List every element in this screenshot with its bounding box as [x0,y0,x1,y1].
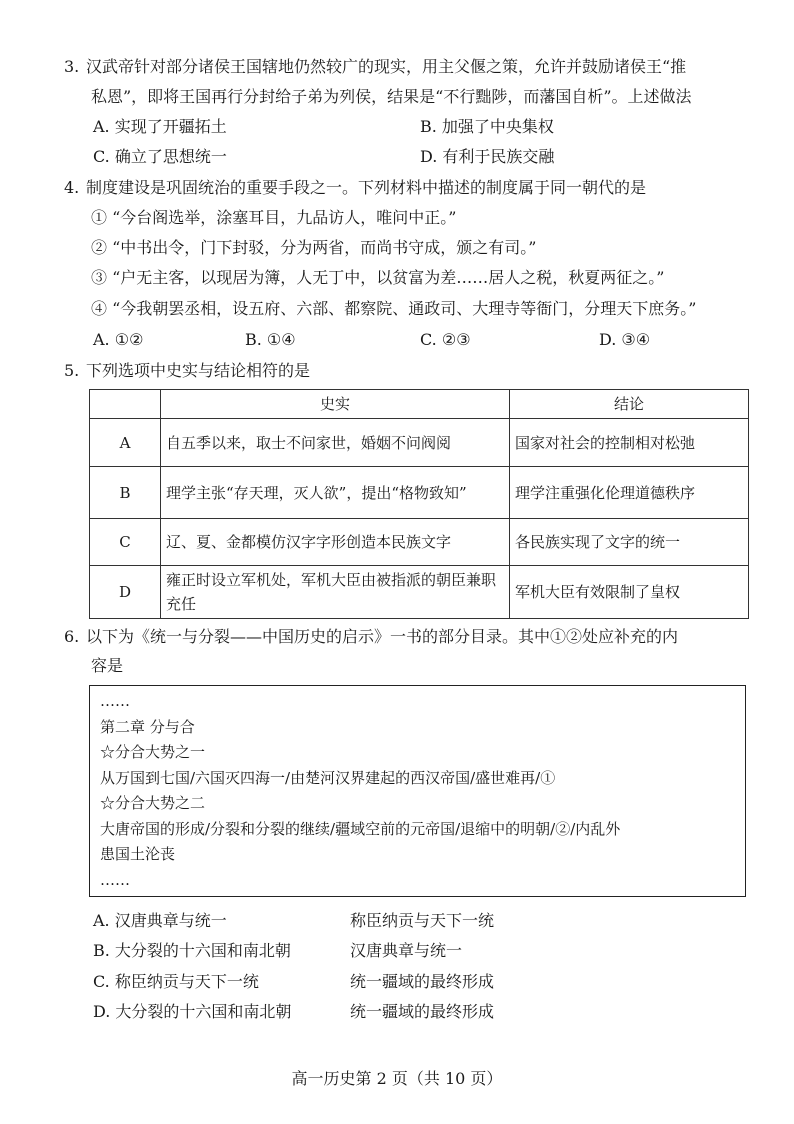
q5-table [89,389,749,619]
box-line: 第二章 分与合 [100,717,195,736]
table-row [90,519,749,566]
q4-option-a[interactable]: A. ①② [93,330,144,349]
q3-stem-line1: 3. 汉武帝针对部分诸侯王国辖地仍然较广的现实，用主父偃之策，允许并鼓励诸侯王“推 [64,57,687,76]
q5-table-header [90,390,749,419]
q4-item-1: ① “今台阁选举，涂塞耳目，九品访人，唯问中正。” [91,208,457,227]
row-fact: 雍正时设立军机处，军机大臣由被指派的朝臣兼职充任 [161,566,510,619]
row-conclusion: 军机大臣有效限制了皇权 [510,566,749,619]
row-fact: 辽、夏、金都模仿汉字字形创造本民族文字 [161,519,510,566]
q3-option-a[interactable]: A. 实现了开疆拓土 [93,117,227,136]
q4-option-b[interactable]: B. ①④ [245,330,296,349]
q3-stem-line2: 私恩”，即将王国再行分封给子弟为列侯，结果是“不行黜陟，而藩国自析”。上述做法 [91,87,692,106]
q5-number: 5. [64,361,80,380]
q6-stem-line1: 6. 以下为《统一与分裂——中国历史的启示》一书的部分目录。其中①②处应补充的内 [64,627,679,646]
box-line: …… [100,692,130,710]
q6-contents-box [89,685,746,897]
q5-header-fact: 史实 [161,390,510,419]
table-row [90,419,749,467]
q4-item-3: ③ “户无主客，以现居为簿，人无丁中，以贫富为差……居人之税，秋夏两征之。” [91,268,665,287]
row-conclusion: 国家对社会的控制相对松弛 [510,419,749,467]
q4-item-4: ④ “今我朝罢丞相，设五府、六部、都察院、通政司、大理寺等衙门，分理天下庶务。” [91,299,697,318]
q6-number: 6. [64,627,80,646]
box-line: ☆分合大势之一 [100,743,206,761]
row-letter: B [90,467,161,519]
row-conclusion: 理学注重强化伦理道德秩序 [510,467,749,519]
row-letter: A [90,419,161,467]
page-footer: 高一历史第 2 页（共 10 页） [291,1069,503,1088]
box-line: 患国土沦丧 [100,845,176,863]
q4-item-2: ② “中书出令，门下封驳，分为两省，而尚书守成，颁之有司。” [91,238,537,257]
box-line: …… [100,870,130,889]
q5-stem: 5. 下列选项中史实与结论相符的是 [64,361,311,380]
q4-option-c[interactable]: C. ②③ [420,330,471,349]
q5-header-conclusion: 结论 [510,390,749,419]
row-letter: C [90,519,161,566]
row-letter: D [90,566,161,619]
q3-option-b[interactable]: B. 加强了中央集权 [420,117,554,136]
q4-number: 4. [64,178,80,197]
q3-option-c[interactable]: C. 确立了思想统一 [93,147,227,166]
exam-page: 3. 汉武帝针对部分诸侯王国辖地仍然较广的现实，用主父偃之策，允许并鼓励诸侯王“推 私恩”，即将王国再行分封给子弟为列侯，结果是“不行黜陟，而藩国自析”。上述做法 A. 实现了开疆拓土 B. 加强了中央集权 C. 确立了思想统一 D. 有利于民族交融 4. 制度建设是巩固统治的重要手段之一。下列材料中描述的制度属于同一朝代的是 ① “今台阁选举，涂塞耳目，九品访人，唯问中正。” ② “中书出令，门下封驳，分为两省，而尚书守成，颁之有司。” ③ “户无主客，以现居为簿，人无丁中，以贫富为差……居人之税，秋夏两征之。” ④ “今我朝罢丞相，设五府、六部、都察院、通政司、大理寺等衙门，分理天下庶务。” A. ①② B. ①④ C. ②③ D. ③④ 5. 下列选项中史实与结论相符的是 史实 结论 A 自五季以来，取士不问家世，婚姻不问阀阅 国家对社会的控制相对松弛 B 理学主张“存天理，灭人欲”，提出“格物致知” 理学注重强化伦理道德秩序 C 辽、夏、金都模仿汉字字形创造本民族文字 各民族实现了文字的统一 D 雍正时设立军机处，军机大臣由被指派的朝臣兼职充任 军机大臣有效限制了皇权 6. 以下为《统一与分裂——中国历史的启示》一书的部分目录。其中①②处应补充的内 容是 …… 第二章 分与合 ☆分合大势之一 从万国到七国/六国灭四海一/由楚河汉界建起的西汉帝国/盛世难再/① ☆分合大势之二 大唐帝国的形成/分裂和分裂的继续/疆域空前的元帝国/退缩中的明朝/②/内乱外 患国土沦丧 …… A. 汉唐典章与统一 称臣纳贡与天下一统 B. 大分裂的十六国和南北朝 汉唐典章与统一 C. 称臣纳贡与天下一统 统一疆域的最终形成 D. 大分裂的十六国和南北朝 统一疆域的最终形成 高一历史第 2 页（共 10 页） [0,0,794,1124]
q6-stem-line2: 容是 [91,656,124,675]
box-line: 从万国到七国/六国灭四海一/由楚河汉界建起的西汉帝国/盛世难再/① [100,768,556,787]
row-fact: 自五季以来，取士不问家世，婚姻不问阀阅 [161,419,510,467]
row-conclusion: 各民族实现了文字的统一 [510,519,749,566]
box-line: ☆分合大势之二 [100,794,206,812]
q3-number: 3. [64,57,80,76]
q4-option-d[interactable]: D. ③④ [599,330,651,349]
table-row [90,566,749,619]
q4-stem: 4. 制度建设是巩固统治的重要手段之一。下列材料中描述的制度属于同一朝代的是 [64,178,647,197]
q5-header-blank [90,390,161,419]
table-row [90,467,749,519]
box-line: 大唐帝国的形成/分裂和分裂的继续/疆域空前的元帝国/退缩中的明朝/②/内乱外 [100,819,621,838]
row-fact: 理学主张“存天理，灭人欲”，提出“格物致知” [161,467,510,519]
q3-option-d[interactable]: D. 有利于民族交融 [420,147,555,166]
